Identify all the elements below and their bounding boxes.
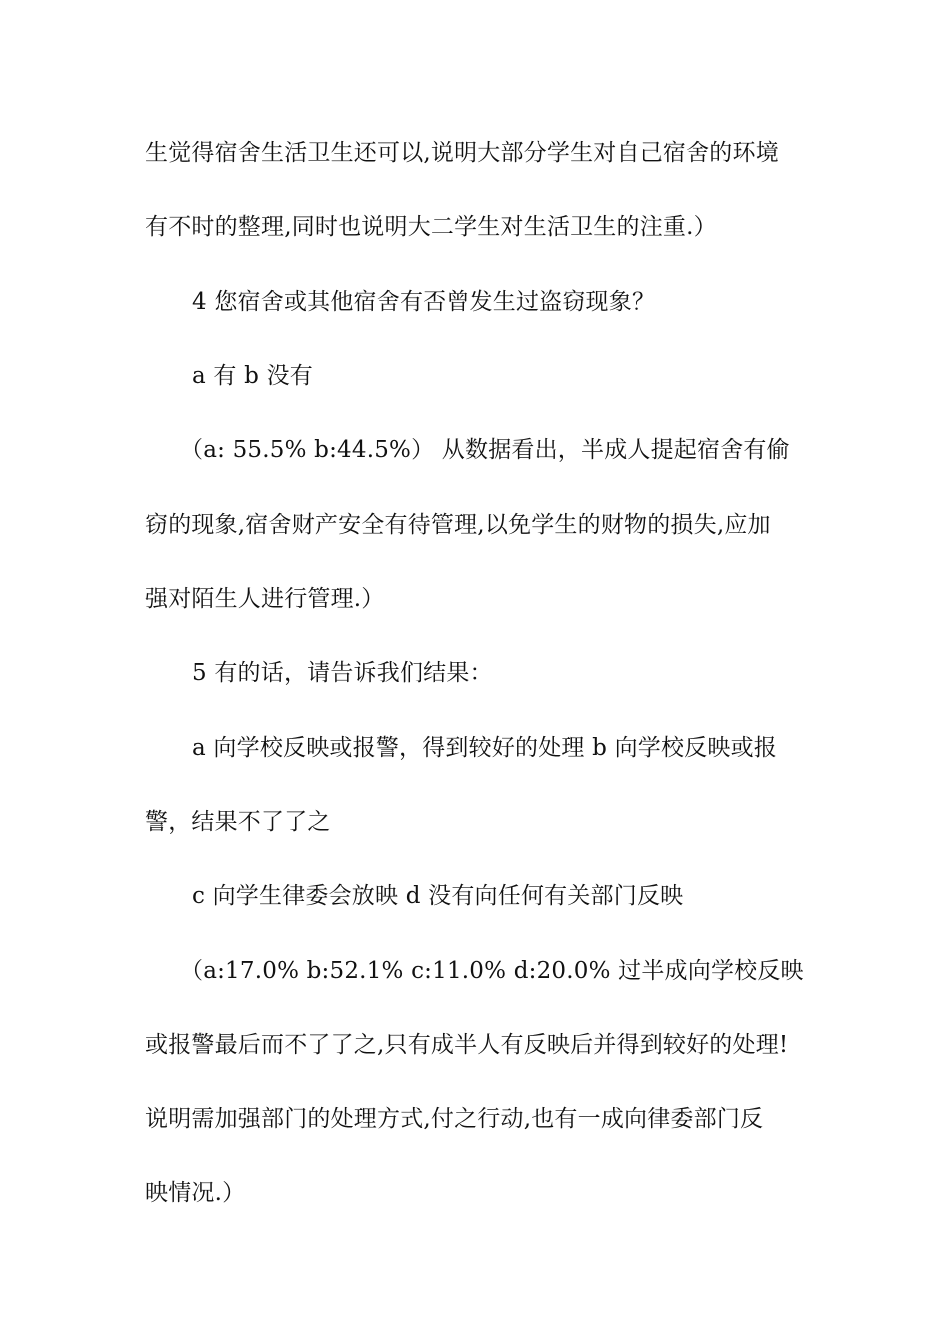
body-text-line: 映情况.）	[145, 1180, 246, 1206]
question-5-options-continued: 警，结果不了了之	[145, 809, 331, 835]
body-text-line: 生觉得宿舍生活卫生还可以,说明大部分学生对自己宿舍的环境	[145, 140, 779, 166]
body-text-line: 强对陌生人进行管理.）	[145, 586, 385, 612]
question-5-options: c 向学生律委会放映 d 没有向任何有关部门反映	[192, 883, 684, 909]
body-text-line: 或报警最后而不了了之,只有成半人有反映后并得到较好的处理!	[145, 1032, 789, 1058]
question-5: 5 有的话，请告诉我们结果：	[192, 660, 493, 686]
body-text-line: 有不时的整理,同时也说明大二学生对生活卫生的注重.）	[145, 214, 717, 240]
body-text-line: 说明需加强部门的处理方式,付之行动,也有一成向律委部门反	[145, 1106, 764, 1132]
question-4-result: （a: 55.5% b:44.5%） 从数据看出，半成人提起宿舍有偷	[180, 437, 790, 463]
question-4: 4 您宿舍或其他宿舍有否曾发生过盗窃现象？	[192, 289, 656, 315]
question-5-options: a 向学校反映或报警，得到较好的处理 b 向学校反映或报	[192, 735, 777, 761]
question-5-result: （a:17.0% b:52.1% c:11.0% d:20.0% 过半成向学校反映	[180, 958, 804, 984]
question-4-options: a 有 b 没有	[192, 363, 313, 389]
body-text-line: 窃的现象,宿舍财产安全有待管理,以免学生的财物的损失,应加	[145, 512, 771, 538]
